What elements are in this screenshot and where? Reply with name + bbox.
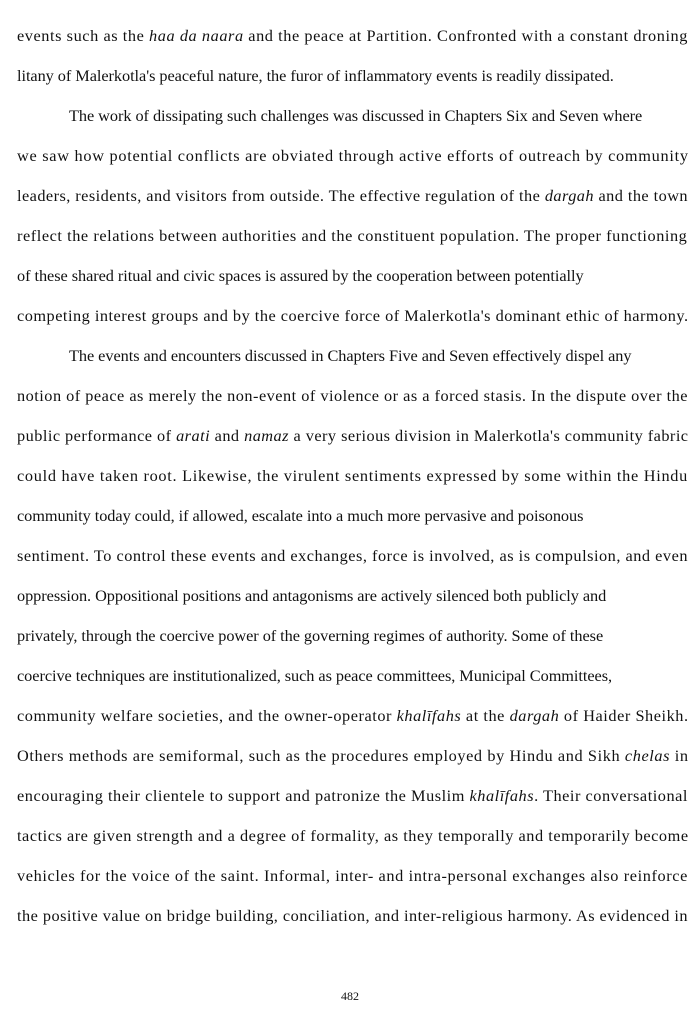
text-run: a very serious division in Malerkotla's community fabric	[288, 426, 689, 445]
italic-term: arati	[176, 426, 211, 445]
text-run: coercive techniques are institutionalized, such as peace committees, Municipal Committees,	[17, 666, 612, 685]
text-run: community welfare societies, and the owner-operator	[17, 706, 397, 725]
text-run: reflect the relations between authorities and the constituent population. The proper functioning	[17, 226, 688, 245]
text-run: encouraging their clientele to support and patronize the Muslim	[17, 786, 470, 805]
page-number: 482	[341, 989, 359, 1003]
text-line	[17, 866, 688, 886]
text-line	[17, 626, 603, 646]
text-line	[17, 306, 689, 326]
text-run: Others methods are semiformal, such as the procedures employed by Hindu and Sikh	[17, 746, 625, 765]
text-line	[17, 786, 688, 806]
text-run: and the peace at Partition. Confronted with a constant droning	[243, 26, 688, 45]
italic-term: haa da naara	[149, 26, 244, 45]
text-run: . Their conversational	[534, 786, 688, 805]
italic-term: khalīfahs	[396, 706, 462, 725]
italic-term: namaz	[244, 426, 289, 445]
text-run: and	[210, 426, 245, 445]
text-run: events such as the	[17, 26, 150, 45]
text-line	[17, 146, 689, 166]
text-line	[17, 26, 688, 46]
italic-term: dargah	[544, 186, 594, 205]
text-line	[17, 746, 689, 766]
text-run: privately, through the coercive power of the governing regimes of authority. Some of these	[17, 626, 604, 645]
text-line	[17, 266, 584, 286]
text-run: The events and encounters discussed in Chapters Five and Seven effectively dispel any	[69, 346, 632, 365]
text-run: oppression. Oppositional positions and antagonisms are actively silenced both publicly and	[17, 586, 607, 605]
text-run: of Haider Sheikh.	[559, 706, 689, 725]
text-run: could have taken root. Likewise, the virulent sentiments expressed by some within the Hindu	[17, 466, 688, 485]
text-line	[17, 586, 606, 606]
text-line	[69, 346, 631, 366]
italic-term: dargah	[509, 706, 560, 725]
text-line	[17, 186, 688, 206]
text-run: tactics are given strength and a degree of formality, as they temporally and temporarily become	[17, 826, 689, 845]
text-line	[17, 386, 688, 406]
text-line	[17, 546, 688, 566]
text-run: the positive value on bridge building, conciliation, and inter-religious harmony. As evidenced in	[17, 906, 688, 925]
text-run: and the town	[593, 186, 688, 205]
text-run: The work of dissipating such challenges was discussed in Chapters Six and Seven where	[69, 106, 643, 125]
text-run: of these shared ritual and civic spaces is assured by the cooperation between potentially	[17, 266, 584, 285]
text-run: at the	[461, 706, 510, 725]
text-run: notion of peace as merely the non-event of violence or as a forced stasis. In the dispute over the	[17, 386, 688, 405]
text-line	[17, 666, 612, 686]
text-line	[17, 906, 688, 926]
italic-term: khalīfahs	[469, 786, 535, 805]
text-run: in	[670, 746, 689, 765]
text-run: leaders, residents, and visitors from outside. The effective regulation of the	[17, 186, 545, 205]
text-line	[17, 66, 614, 86]
text-run: sentiment. To control these events and exchanges, force is involved, as is compulsion, and even	[17, 546, 688, 565]
text-run: public performance of	[17, 426, 177, 445]
text-line	[17, 426, 689, 446]
text-run: litany of Malerkotla's peaceful nature, the furor of inflammatory events is readily dissipated.	[17, 66, 614, 85]
text-line	[17, 466, 688, 486]
text-line	[17, 506, 583, 526]
text-line	[17, 826, 689, 846]
text-run: vehicles for the voice of the saint. Informal, inter- and intra-personal exchanges also reinforce	[17, 866, 688, 885]
text-line	[17, 226, 687, 246]
text-line	[69, 106, 642, 126]
text-run: competing interest groups and by the coercive force of Malerkotla's dominant ethic of harmony.	[17, 306, 689, 325]
text-run: community today could, if allowed, escalate into a much more pervasive and poisonous	[17, 506, 584, 525]
text-line	[17, 706, 689, 726]
text-run: we saw how potential conflicts are obviated through active efforts of outreach by community	[17, 146, 689, 165]
italic-term: chelas	[624, 746, 671, 765]
